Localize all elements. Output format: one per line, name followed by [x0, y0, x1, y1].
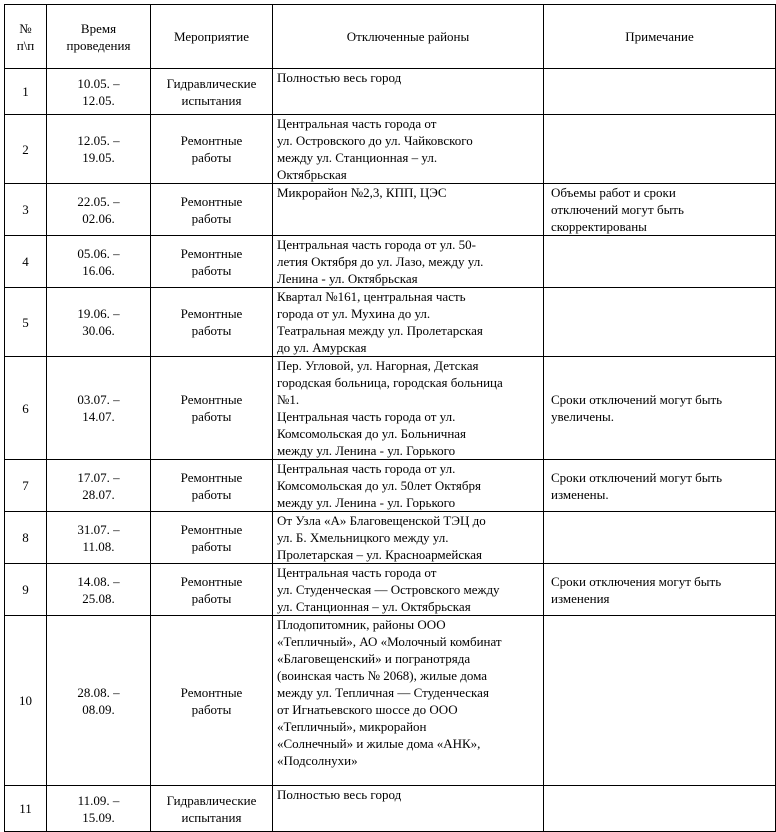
row-number: 4 [5, 236, 47, 288]
row-event: Гидравлические испытания [151, 786, 273, 832]
row-event: Ремонтные работы [151, 288, 273, 357]
row-areas: От Узла «А» Благовещенской ТЭЦ до ул. Б. Хмельницкого между ул. Пролетарская – ул. Красноармейская [273, 512, 544, 564]
row-event: Ремонтные работы [151, 460, 273, 512]
row-note [544, 236, 776, 288]
row-event: Ремонтные работы [151, 616, 273, 786]
row-areas: Квартал №161, центральная часть города от ул. Мухина до ул. Театральная между ул. Пролетарская до ул. Амурская [273, 288, 544, 357]
row-note: Сроки отключений могут быть увеличены. [544, 357, 776, 460]
row-areas: Центральная часть города от ул. Студенческая — Островского между ул. Станционная – ул. Октябрьская [273, 564, 544, 616]
row-time: 10.05. – 12.05. [47, 69, 151, 115]
row-areas: Центральная часть города от ул. Комсомольская до ул. 50лет Октября между ул. Ленина - ул. Горького [273, 460, 544, 512]
row-time: 12.05. – 19.05. [47, 115, 151, 184]
row-areas: Центральная часть города от ул. Островского до ул. Чайковского между ул. Станционная – ул. Октябрьская [273, 115, 544, 184]
row-time: 19.06. – 30.06. [47, 288, 151, 357]
row-number: 7 [5, 460, 47, 512]
row-number: 10 [5, 616, 47, 786]
row-note [544, 616, 776, 786]
row-note [544, 512, 776, 564]
row-areas: Пер. Угловой, ул. Нагорная, Детская городская больница, городская больница №1. Центральная часть города от ул. Комсомольская до ул. Больничная между ул. Ленина - ул. Горького [273, 357, 544, 460]
row-event: Ремонтные работы [151, 115, 273, 184]
header-time: Время проведения [47, 5, 151, 69]
row-number: 6 [5, 357, 47, 460]
header-areas: Отключенные районы [273, 5, 544, 69]
row-time: 28.08. – 08.09. [47, 616, 151, 786]
table-body [5, 69, 776, 832]
row-note: Сроки отключения могут быть изменения [544, 564, 776, 616]
table-row [5, 357, 776, 460]
row-number: 8 [5, 512, 47, 564]
row-areas: Центральная часть города от ул. 50- летия Октября до ул. Лазо, между ул. Ленина - ул. Октябрьская [273, 236, 544, 288]
row-event: Гидравлические испытания [151, 69, 273, 115]
table-row [5, 512, 776, 564]
header-number: № п\п [5, 5, 47, 69]
table-row [5, 460, 776, 512]
row-note [544, 288, 776, 357]
row-note: Объемы работ и сроки отключений могут быть скорректированы [544, 184, 776, 236]
row-time: 14.08. – 25.08. [47, 564, 151, 616]
row-note [544, 69, 776, 115]
header-note: Примечание [544, 5, 776, 69]
row-areas: Полностью весь город [273, 69, 544, 115]
row-time: 22.05. – 02.06. [47, 184, 151, 236]
row-event: Ремонтные работы [151, 564, 273, 616]
row-time: 31.07. – 11.08. [47, 512, 151, 564]
table-row [5, 786, 776, 832]
table-row [5, 236, 776, 288]
table-row [5, 288, 776, 357]
row-number: 1 [5, 69, 47, 115]
header-event: Мероприятие [151, 5, 273, 69]
header-row [5, 5, 776, 69]
row-time: 11.09. – 15.09. [47, 786, 151, 832]
row-areas: Микрорайон №2,3, КПП, ЦЭС [273, 184, 544, 236]
table-row [5, 115, 776, 184]
outage-schedule-table [4, 4, 776, 832]
table-row [5, 184, 776, 236]
row-number: 2 [5, 115, 47, 184]
row-time: 17.07. – 28.07. [47, 460, 151, 512]
row-number: 5 [5, 288, 47, 357]
row-number: 11 [5, 786, 47, 832]
row-number: 9 [5, 564, 47, 616]
row-event: Ремонтные работы [151, 512, 273, 564]
table-row [5, 616, 776, 786]
row-time: 05.06. – 16.06. [47, 236, 151, 288]
row-event: Ремонтные работы [151, 357, 273, 460]
row-areas: Полностью весь город [273, 786, 544, 832]
row-number: 3 [5, 184, 47, 236]
row-note [544, 786, 776, 832]
row-event: Ремонтные работы [151, 236, 273, 288]
row-note [544, 115, 776, 184]
row-areas: Плодопитомник, районы ООО «Тепличный», АО «Молочный комбинат «Благовещенский» и погранотряда (воинская часть № 2068), жилые дома между ул. Тепличная — Студенческая от Игнатьевского шоссе до ООО «Тепличный», микрорайон «Солнечный» и жилые дома «АНК», «Подсолнухи» [273, 616, 544, 786]
table-row [5, 69, 776, 115]
row-note: Сроки отключений могут быть изменены. [544, 460, 776, 512]
row-time: 03.07. – 14.07. [47, 357, 151, 460]
row-event: Ремонтные работы [151, 184, 273, 236]
table-row [5, 564, 776, 616]
